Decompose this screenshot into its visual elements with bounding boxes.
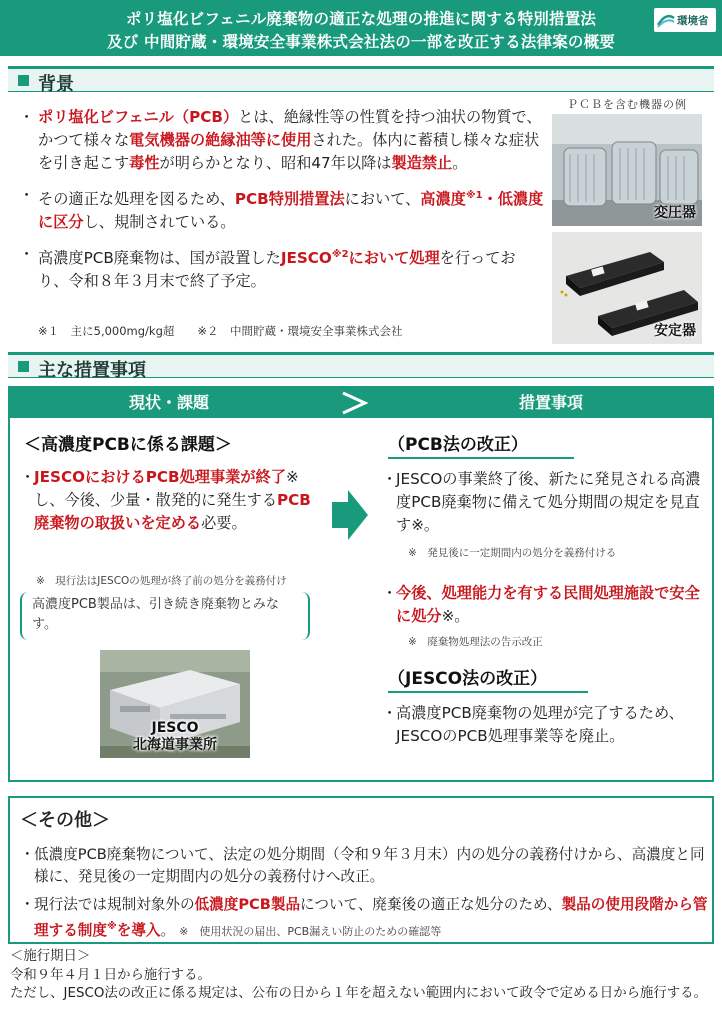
private-facility-item xyxy=(382,582,702,628)
emphasis-text: PCB特別措置法 xyxy=(234,190,345,209)
jesco-law-revision-title: （JESCO法の改正） xyxy=(388,664,588,693)
emphasis-text: 毒性 xyxy=(129,154,160,172)
background-bullet xyxy=(24,184,544,234)
body-text: し、規制されている。 xyxy=(83,213,236,232)
bullet-dot: ・ xyxy=(20,468,36,486)
background-heading: 背景 xyxy=(38,74,74,95)
background-footnotes: ※１ 主に5,000mg/kg超 ※２ 中間貯蔵・環境安全事業株式会社 xyxy=(38,324,403,338)
emphasis-text: において処理 xyxy=(348,249,440,268)
bullet-dot: ・ xyxy=(20,846,35,863)
bullet-dot: ・ xyxy=(382,584,398,602)
measures-heading: 主な措置事項 xyxy=(38,360,146,381)
pcb-law-revision-text: JESCOの事業終了後、新たに発見される高濃度PCB廃棄物に備えて処分期間の規定を見直す※。 xyxy=(396,470,701,534)
chevron-right-icon xyxy=(340,391,368,415)
effective-date-text: 令和９年４月１日から施行する。 xyxy=(10,967,211,983)
emphasis-text: PCB廃棄物の取扱いを定める xyxy=(34,491,311,532)
measures-heading-bar xyxy=(8,352,714,381)
product-management-note: ※ 使用状況の届出、PCB漏えい防止のための確認等 xyxy=(179,924,442,938)
other-item-product-management xyxy=(20,894,710,943)
body-text: 高濃度PCB廃棄物は、国が設置した xyxy=(38,249,281,268)
background-heading-bar xyxy=(8,66,714,95)
effective-date-heading: ＜施行期日＞ xyxy=(10,949,91,964)
emphasis-text: ※2 xyxy=(331,249,349,261)
document-title-line2: 及び 中間貯蔵・環境安全事業株式会社法の一部を改正する法律案の概要 xyxy=(107,33,615,51)
document-title-line1: ポリ塩化ビフェニル廃棄物の適正な処理の推進に関する特別措置法 xyxy=(125,10,597,28)
current-issues-header: 現状・課題 xyxy=(10,388,328,418)
background-bullet-list xyxy=(24,106,544,302)
emphasis-text: ※1 xyxy=(465,190,483,201)
jesco-law-revision-item xyxy=(382,702,702,748)
left-column-title: ＜高濃度PCBに係る課題＞ xyxy=(24,435,232,455)
photo-caption: ＰＣＢを含む機器の例 xyxy=(567,98,687,111)
effective-date-section xyxy=(10,948,716,1004)
title-banner xyxy=(0,0,722,56)
body-text: 現行法では規制対象外の xyxy=(34,896,195,913)
bullet-dot: ・ xyxy=(20,896,35,913)
body-text: が明らかとなり、昭和47年以降は xyxy=(159,154,392,172)
body-text: ※し、今後、少量・散発的に発生する xyxy=(34,468,299,509)
emphasis-text: 高濃度 xyxy=(420,190,466,209)
emphasis-text: JESCOにおけるPCB処理事業が終了 xyxy=(34,468,286,486)
body-text: 。 xyxy=(452,154,468,172)
private-facility-text: 今後、処理能力を有する民間処理施設で安全に処分 xyxy=(396,584,700,625)
ballast-photo xyxy=(552,232,702,344)
pcb-law-revision-title: （PCB法の改正） xyxy=(388,430,574,459)
emphasis-text: ※ xyxy=(106,921,117,932)
ministry-logo-text: 環境省 xyxy=(677,14,709,27)
bracket-note xyxy=(20,592,310,640)
bracket-note-text: 高濃度PCB製品は、引き続き廃棄物とみなす。 xyxy=(32,597,279,632)
effective-date-exception: ただし、JESCO法の改正に係る規定は、公布の日から１年を超えない範囲内において政令で定める日から施行する。 xyxy=(10,986,707,1001)
jesco-plant-photo xyxy=(100,650,250,758)
private-facility-mark: ※。 xyxy=(441,607,470,625)
pcb-law-revision-item xyxy=(382,468,702,537)
body-text: において、 xyxy=(344,190,421,209)
body-text: その適正な処理を図るため、 xyxy=(38,190,235,209)
body-text: とは、絶縁性等の性質を持つ油状の物質で、かつて様々な xyxy=(38,108,542,149)
heading-square-icon xyxy=(18,75,29,86)
emphasis-text: 電気機器の絶縁油等に使用 xyxy=(129,131,312,149)
ministry-logo-icon xyxy=(657,12,675,28)
emphasis-text: 製品の使用段階から管理する制度 xyxy=(34,896,708,939)
body-text: 。 xyxy=(160,921,176,939)
jesco-plant-label xyxy=(100,720,250,754)
heading-square-icon xyxy=(18,361,29,372)
left-issue-text xyxy=(20,466,324,535)
private-facility-note: ※ 廃棄物処理法の告示改正 xyxy=(408,636,543,648)
ballast-label: 安定器 xyxy=(654,323,696,339)
other-item-low-concentration-text: 低濃度PCB廃棄物について、法定の処分期間（令和９年３月末）内の処分の義務付けから、高濃度と同様に、発見後の一定期間内の処分の義務付けへ改正。 xyxy=(34,846,705,885)
background-bullet xyxy=(24,106,544,175)
ministry-logo xyxy=(654,8,716,32)
emphasis-text: 低濃度PCB製品 xyxy=(194,896,301,913)
bullet-dot: ・ xyxy=(382,704,398,722)
jesco-plant-label-line2: 北海道事業所 xyxy=(133,737,217,753)
transformer-label: 変圧器 xyxy=(654,205,696,221)
body-text: について、廃棄後の適正な処分のため、 xyxy=(300,896,562,913)
arrow-right-icon xyxy=(332,490,368,540)
background-bullet xyxy=(24,243,544,293)
bullet-dot: ・ xyxy=(382,470,398,488)
pcb-law-revision-note: ※ 発見後に一定期間内の処分を義務付ける xyxy=(408,547,617,559)
body-text: を行っており、令和８年３月末で終了予定。 xyxy=(38,249,516,291)
jesco-law-revision-text: 高濃度PCB廃棄物の処理が完了するため、JESCOのPCB処理事業等を廃止。 xyxy=(396,704,684,745)
emphasis-text: ・低濃度に区分 xyxy=(38,190,544,232)
body-text: 必要。 xyxy=(201,514,247,532)
other-item-low-concentration xyxy=(20,844,710,888)
jesco-plant-label-line1: JESCO xyxy=(151,720,199,736)
emphasis-text: JESCO xyxy=(280,249,332,268)
emphasis-text: 製造禁止 xyxy=(391,154,453,172)
transformer-photo xyxy=(552,114,702,226)
measures-header: 措置事項 xyxy=(390,388,712,418)
body-text: された。体内に蓄積し様々な症状を引き起こす xyxy=(38,131,540,172)
emphasis-text: ポリ塩化ビフェニル（PCB） xyxy=(38,108,239,126)
emphasis-text: を導入 xyxy=(116,921,161,939)
other-title: ＜その他＞ xyxy=(20,810,110,831)
left-issue-note: ※ 現行法はJESCOの処理が終了前の処分を義務付け xyxy=(36,575,287,587)
